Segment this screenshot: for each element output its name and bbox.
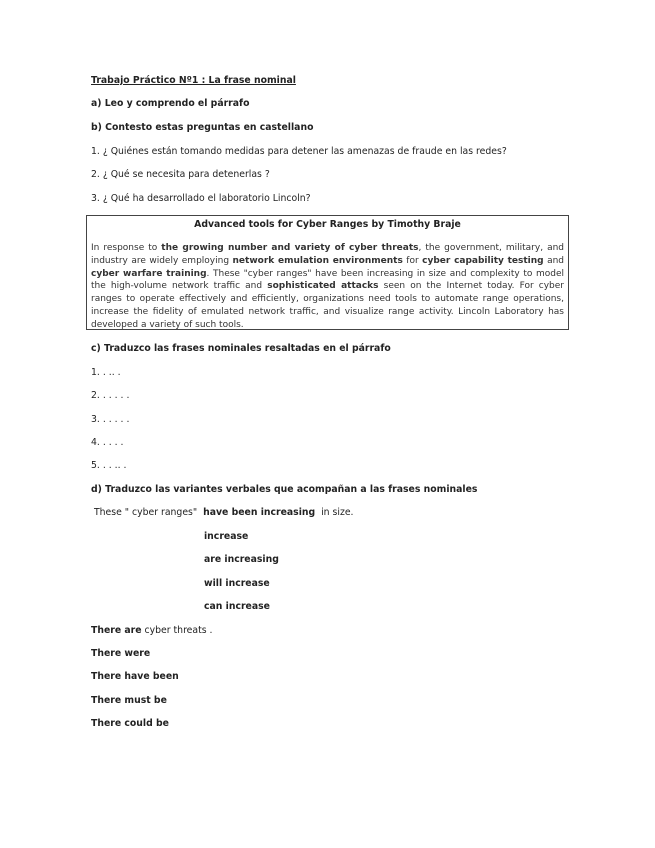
there-variant-1: There were <box>91 648 151 659</box>
there-rest: cyber threats . <box>141 625 213 636</box>
passage-text: In response to <box>91 243 162 253</box>
example-sentence <box>91 507 354 519</box>
blank-2: 2. . . . . . <box>91 390 130 401</box>
passage-noun-phrase: cyber warfare training <box>91 268 207 279</box>
blank-4: 4. . . . . <box>91 437 124 448</box>
page-title: Trabajo Práctico Nº1 : La frase nominal <box>91 75 296 86</box>
passage-text: and <box>543 255 565 266</box>
section-a-heading: a) Leo y comprendo el párrafo <box>91 98 250 109</box>
verb-variant-1: increase <box>204 531 249 542</box>
there-variant-3: There must be <box>91 695 167 706</box>
passage-title: Advanced tools for Cyber Ranges by Timothy Braje <box>194 219 461 230</box>
passage-body <box>91 242 564 332</box>
passage-noun-phrase: network emulation environments <box>232 255 403 266</box>
passage-text: . These "cyber ranges" have been increasing in size and complexity to model the high-volume network traffic and <box>91 268 564 292</box>
blank-5: 5. . . .. . <box>91 460 127 471</box>
there-variant-4: There could be <box>91 718 169 729</box>
question-3: 3. ¿ Qué ha desarrollado el laboratorio Lincoln? <box>91 193 311 204</box>
there-verb: There are <box>91 625 142 636</box>
section-d-heading: d) Traduzco las variantes verbales que acompañan a las frases nominales <box>91 484 478 495</box>
verb-variant-3: will increase <box>204 578 270 589</box>
section-b-heading: b) Contesto estas preguntas en castellano <box>91 122 314 133</box>
passage-box <box>86 215 569 330</box>
question-1: 1. ¿ Quiénes están tomando medidas para detener las amenazas de fraude en las redes? <box>91 146 507 157</box>
passage-text: for <box>402 255 423 266</box>
question-2: 2. ¿ Qué se necesita para detenerlas ? <box>91 169 270 180</box>
passage-text: seen on the Internet today. For cyber ranges to operate effectively and efficiently, organizations need tools to automate range operations, increase the fidelity of emulated network traffic, and visualize range activity. Lincoln Laboratory has developed a variety of such tools. <box>91 281 564 330</box>
verb-variant-2: are increasing <box>204 554 279 565</box>
section-c-heading: c) Traduzco las frases nominales resaltadas en el párrafo <box>91 343 391 354</box>
blank-3: 3. . . . . . <box>91 414 130 425</box>
passage-text: , the government, military, and industry are widely employing <box>91 243 564 266</box>
passage-noun-phrase: sophisticated attacks <box>267 281 379 292</box>
example-sentence-pre: These " cyber ranges" <box>91 507 204 518</box>
passage-noun-phrase: the growing number and variety of cyber threats <box>161 243 419 253</box>
blank-1: 1. . .. . <box>91 367 121 378</box>
example-verb: have been increasing <box>203 507 316 518</box>
there-variant-2: There have been <box>91 671 179 682</box>
passage-noun-phrase: cyber capability testing <box>422 255 544 266</box>
there-sentence <box>91 625 213 637</box>
example-sentence-post: in size. <box>315 507 354 518</box>
verb-variant-4: can increase <box>204 601 270 612</box>
